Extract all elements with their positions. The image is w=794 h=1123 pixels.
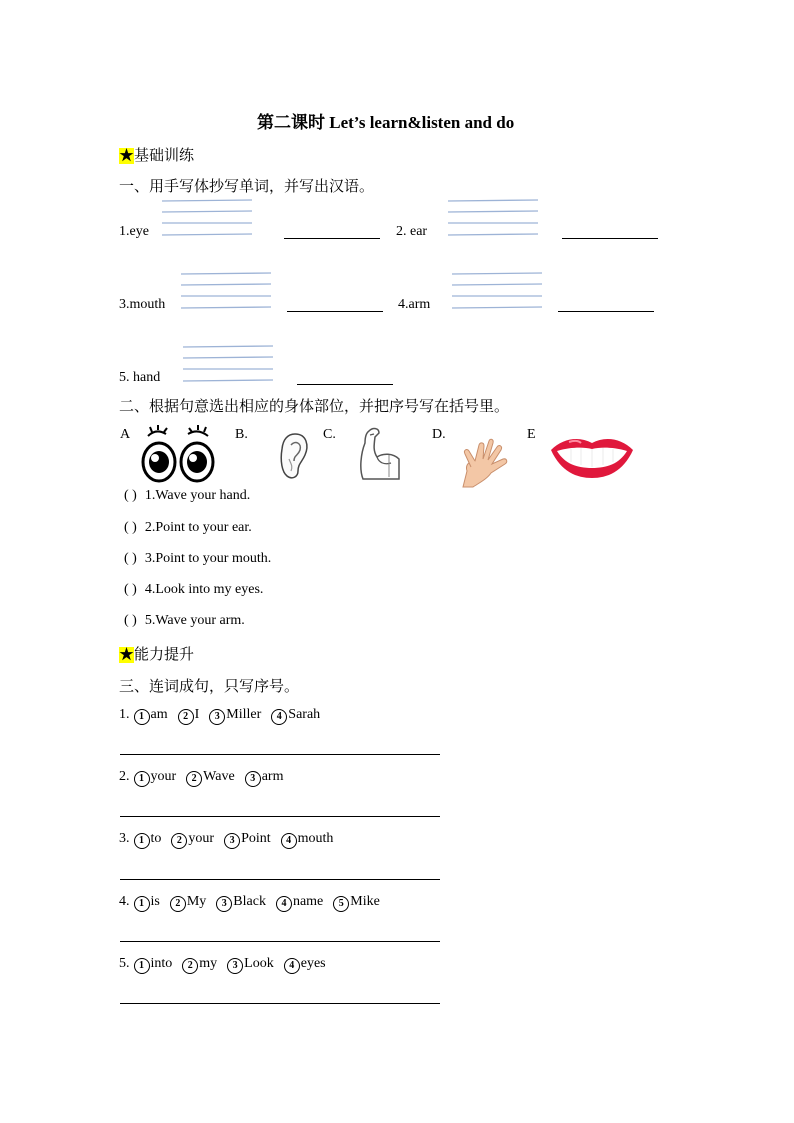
q1-item-label: 1.eye [119, 224, 149, 239]
word-option [134, 956, 173, 971]
answer-line[interactable] [562, 238, 658, 239]
answer-line[interactable] [120, 754, 440, 755]
word-option [186, 769, 235, 784]
answer-bracket[interactable]: ( ) [124, 613, 137, 628]
q3-item-number: 2. [119, 769, 130, 784]
circled-number: 3 [224, 833, 240, 849]
circled-number: 2 [186, 771, 202, 787]
star-icon: ★ [119, 647, 135, 663]
circled-number: 4 [281, 833, 297, 849]
word-text: Mike [350, 894, 380, 909]
answer-line[interactable] [284, 238, 380, 239]
answer-bracket[interactable]: ( ) [124, 488, 137, 503]
page-title: 第二课时 Let’s learn&listen and do [257, 113, 515, 132]
q2-instruction: 二、根据句意选出相应的身体部位，并把序号写在括号里。 [119, 399, 510, 415]
word-option [271, 707, 320, 722]
option-letter: C. [323, 427, 336, 442]
word-text: Look [244, 956, 274, 971]
word-text: your [188, 831, 215, 846]
q2-sentence [124, 520, 252, 536]
ear-picture-icon [277, 431, 311, 486]
mouth-picture-icon [549, 434, 635, 485]
circled-number: 4 [276, 896, 292, 912]
word-option [224, 831, 271, 846]
option-letter: A [120, 427, 131, 442]
word-option [284, 956, 326, 971]
option-letter: D. [432, 427, 446, 442]
sentence-text: 3.Point to your mouth. [144, 551, 272, 566]
q3-item [119, 707, 330, 725]
word-option [134, 707, 168, 722]
handwriting-guide-lines[interactable] [181, 272, 271, 310]
arm-picture-icon [355, 425, 405, 488]
q1-item-label: 4.arm [398, 297, 431, 312]
word-text: to [150, 831, 162, 846]
word-option [209, 707, 261, 722]
handwriting-guide-lines[interactable] [448, 199, 538, 237]
q1-item-label: 5. hand [119, 370, 161, 385]
circled-number: 2 [178, 709, 194, 725]
q2-sentence [124, 551, 271, 567]
word-option [134, 769, 177, 784]
q2-sentence [124, 613, 245, 629]
answer-line[interactable] [120, 941, 440, 942]
word-text: I [194, 707, 200, 722]
word-text: am [150, 707, 168, 722]
eyes-picture-icon [136, 424, 222, 489]
answer-line[interactable] [120, 879, 440, 880]
handwriting-guide-lines[interactable] [452, 272, 542, 310]
q3-item-number: 5. [119, 956, 130, 971]
circled-number: 2 [171, 833, 187, 849]
word-option [171, 831, 214, 846]
answer-line[interactable] [297, 384, 393, 385]
word-text: into [150, 956, 173, 971]
circled-number: 1 [134, 896, 150, 912]
section-heading-basic [119, 144, 194, 165]
circled-number: 1 [134, 958, 150, 974]
circled-number: 5 [333, 896, 349, 912]
answer-line[interactable] [120, 1003, 440, 1004]
circled-number: 4 [271, 709, 287, 725]
word-option [134, 894, 160, 909]
q3-item [119, 956, 336, 974]
answer-line[interactable] [287, 311, 383, 312]
circled-number: 2 [170, 896, 186, 912]
sentence-text: 2.Point to your ear. [144, 520, 252, 535]
word-text: name [292, 894, 324, 909]
answer-bracket[interactable]: ( ) [124, 520, 137, 535]
sentence-text: 4.Look into my eyes. [144, 582, 264, 597]
word-text: arm [261, 769, 284, 784]
q3-item-number: 4. [119, 894, 130, 909]
word-text: Sarah [288, 707, 321, 722]
answer-line[interactable] [120, 816, 440, 817]
circled-number: 3 [227, 958, 243, 974]
word-option [182, 956, 217, 971]
word-text: my [199, 956, 218, 971]
star-icon: ★ [119, 148, 135, 164]
q3-item [119, 894, 390, 912]
q3-item [119, 831, 343, 849]
word-option [216, 894, 266, 909]
word-option [170, 894, 206, 909]
sentence-text: 1.Wave your hand. [144, 488, 251, 503]
word-option [245, 769, 284, 784]
circled-number: 3 [245, 771, 261, 787]
circled-number: 1 [134, 833, 150, 849]
section-heading-advanced [119, 643, 194, 664]
q3-item-number: 1. [119, 707, 130, 722]
word-text: is [150, 894, 160, 909]
word-text: Miller [226, 707, 262, 722]
answer-line[interactable] [558, 311, 654, 312]
word-text: your [150, 769, 177, 784]
word-option [134, 831, 162, 846]
q2-sentence [124, 488, 250, 504]
word-text: Point [241, 831, 271, 846]
circled-number: 1 [134, 709, 150, 725]
word-option [276, 894, 323, 909]
word-text: Wave [203, 769, 235, 784]
q3-item-number: 3. [119, 831, 130, 846]
word-option [227, 956, 274, 971]
handwriting-guide-lines[interactable] [162, 199, 252, 237]
q1-item-label: 3.mouth [119, 297, 166, 312]
sentence-text: 5.Wave your arm. [144, 613, 245, 628]
q1-item-label: 2. ear [396, 224, 428, 239]
circled-number: 3 [209, 709, 225, 725]
word-option [333, 894, 380, 909]
circled-number: 3 [216, 896, 232, 912]
circled-number: 4 [284, 958, 300, 974]
word-option [281, 831, 334, 846]
word-text: eyes [300, 956, 326, 971]
q3-item [119, 769, 293, 787]
section-heading-text: 基础训练 [134, 148, 195, 164]
q3-instruction: 三、连词成句，只写序号。 [119, 679, 300, 695]
word-text: My [186, 894, 207, 909]
word-text: mouth [297, 831, 334, 846]
q2-sentence [124, 582, 263, 598]
answer-bracket[interactable]: ( ) [124, 582, 137, 597]
option-letter: E [527, 427, 536, 442]
word-option [178, 707, 200, 722]
section-heading-text: 能力提升 [134, 647, 195, 663]
word-text: Black [233, 894, 266, 909]
q1-instruction: 一、用手写体抄写单词，并写出汉语。 [119, 179, 375, 195]
hand-picture-icon [457, 437, 513, 494]
circled-number: 2 [182, 958, 198, 974]
circled-number: 1 [134, 771, 150, 787]
option-letter: B. [235, 427, 248, 442]
handwriting-guide-lines[interactable] [183, 345, 273, 383]
answer-bracket[interactable]: ( ) [124, 551, 137, 566]
